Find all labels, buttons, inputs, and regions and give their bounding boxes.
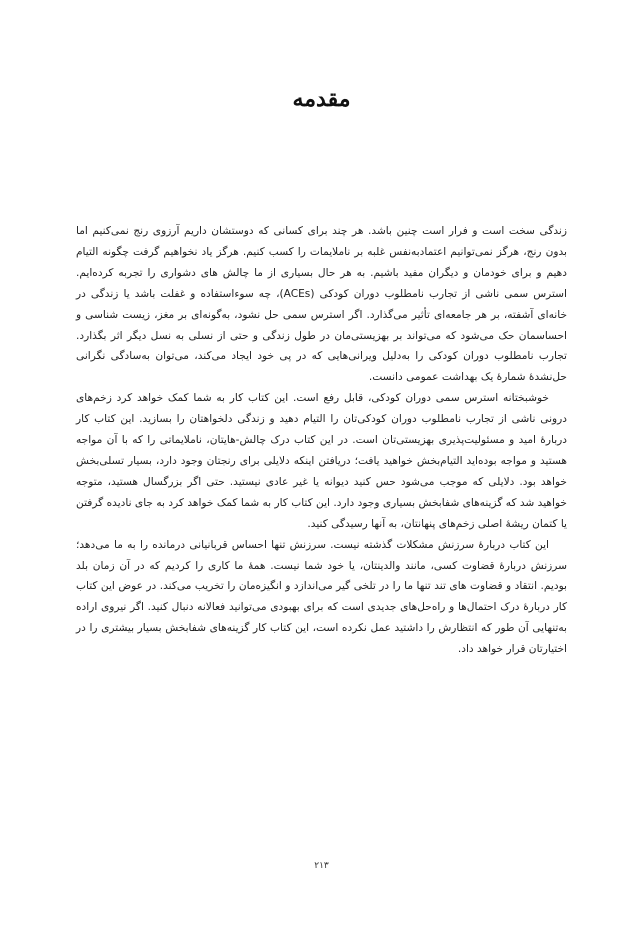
paragraph-2: خوشبختانه استرس سمی دوران کودکی، قابل رفع است. این کتاب کار به شما کمک خواهد کرد زخم‌های درونی ناشی از تجارب نامطلوب دوران کودکی‌تان را التیام دهید و زندگی دلخواهتان را بسازید. این کتاب کار دربارهٔ امید و مسئولیت‌پذیری بهزیستی‌تان است. در این کتاب درک چالش-هایتان، ناملایماتی را که با آن مواجه هستید و مواجه بوده‌اید التیام‌بخش خواهید یافت؛ دریافتن اینکه دلایلی برای رنجتان وجود دارد، بسیار تسلی‌بخش خواهد بود. دلایلی که موجب می‌شود حس کنید دیوانه یا غیر عادی نیستید. حتی اگر بزرگسال هستید، متوجه خواهید شد که گزینه‌های شفابخش بسیاری وجود دارد. این کتاب کار به شما کمک خواهد کرد به جای نادیده گرفتن یا کتمان ریشهٔ اصلی زخم‌های پنهانتان، به آنها رسیدگی کنید.	[76, 392, 567, 530]
paragraph-3: این کتاب دربارهٔ سرزنش مشکلات گذشته نیست. سرزنش تنها احساس قربانیانی درمانده را به ما می‌دهد؛ سرزنش دربارهٔ قضاوت کسی، مانند والدینتان، یا خود شما نیست. همهٔ ما کاری را کردیم که در آن زمان بلد بودیم. انتقاد و قضاوت های تند تنها ما را در تلخی گیر می‌اندازد و انگیزه‌مان را تخریب می‌کند. در عوض این کتاب کار دربارهٔ درک احتمال‌ها و راه‌حل‌های جدیدی است که برای بهبودی می‌توانید فعالانه دنبال کنید. اگر نیروی اراده به‌تنهایی آن طور که انتظارش را داشتید عمل نکرده است، این کتاب کار گزینه‌های شفابخش بسیار بیشتری را در اختیارتان قرار خواهد داد.	[76, 538, 567, 656]
paragraph-1: زندگی سخت است و فرار است چنین باشد. هر چند برای کسانی که دوستشان داریم آرزوی رنج نمی‌کنیم اما بدون رنج، هرگز نمی‌توانیم اعتمادبه‌نفس غلبه بر ناملایمات را کسب کنیم. هرگز یاد نخواهیم گرفت چگونه التیام دهیم و برای خودمان و دیگران مفید باشیم. به هر حال بسیاری از ما چالش های دشواری را تجربه کرده‌ایم. استرس سمی ناشی از تجارب نامطلوب دوران کودکی (ACEs)، چه سوءاستفاده و غفلت باشد یا زندگی در خانه‌ای آشفته، بر هر جامعه‌ای تأثیر می‌گذارد. اگر استرس سمی حل نشود، به‌گونه‌ای بر مغز، زیست شناسی و احساسمان حک می‌شود که می‌تواند بر بهزیستی‌مان در طول زندگی و حتی از نسلی به نسل دیگر اثر بگذارد. تجارب نامطلوب دوران کودکی را به‌دلیل ویرانی‌هایی که در پی خود ایجاد می‌کند، می‌توان به‌سادگی نگرانی حل‌نشدهٔ شمارهٔ یک بهداشت عمومی دانست.	[76, 225, 567, 384]
page-number: ۲۱۳	[314, 861, 329, 871]
body-text	[76, 221, 567, 660]
page-title: مقدمه	[292, 86, 351, 112]
